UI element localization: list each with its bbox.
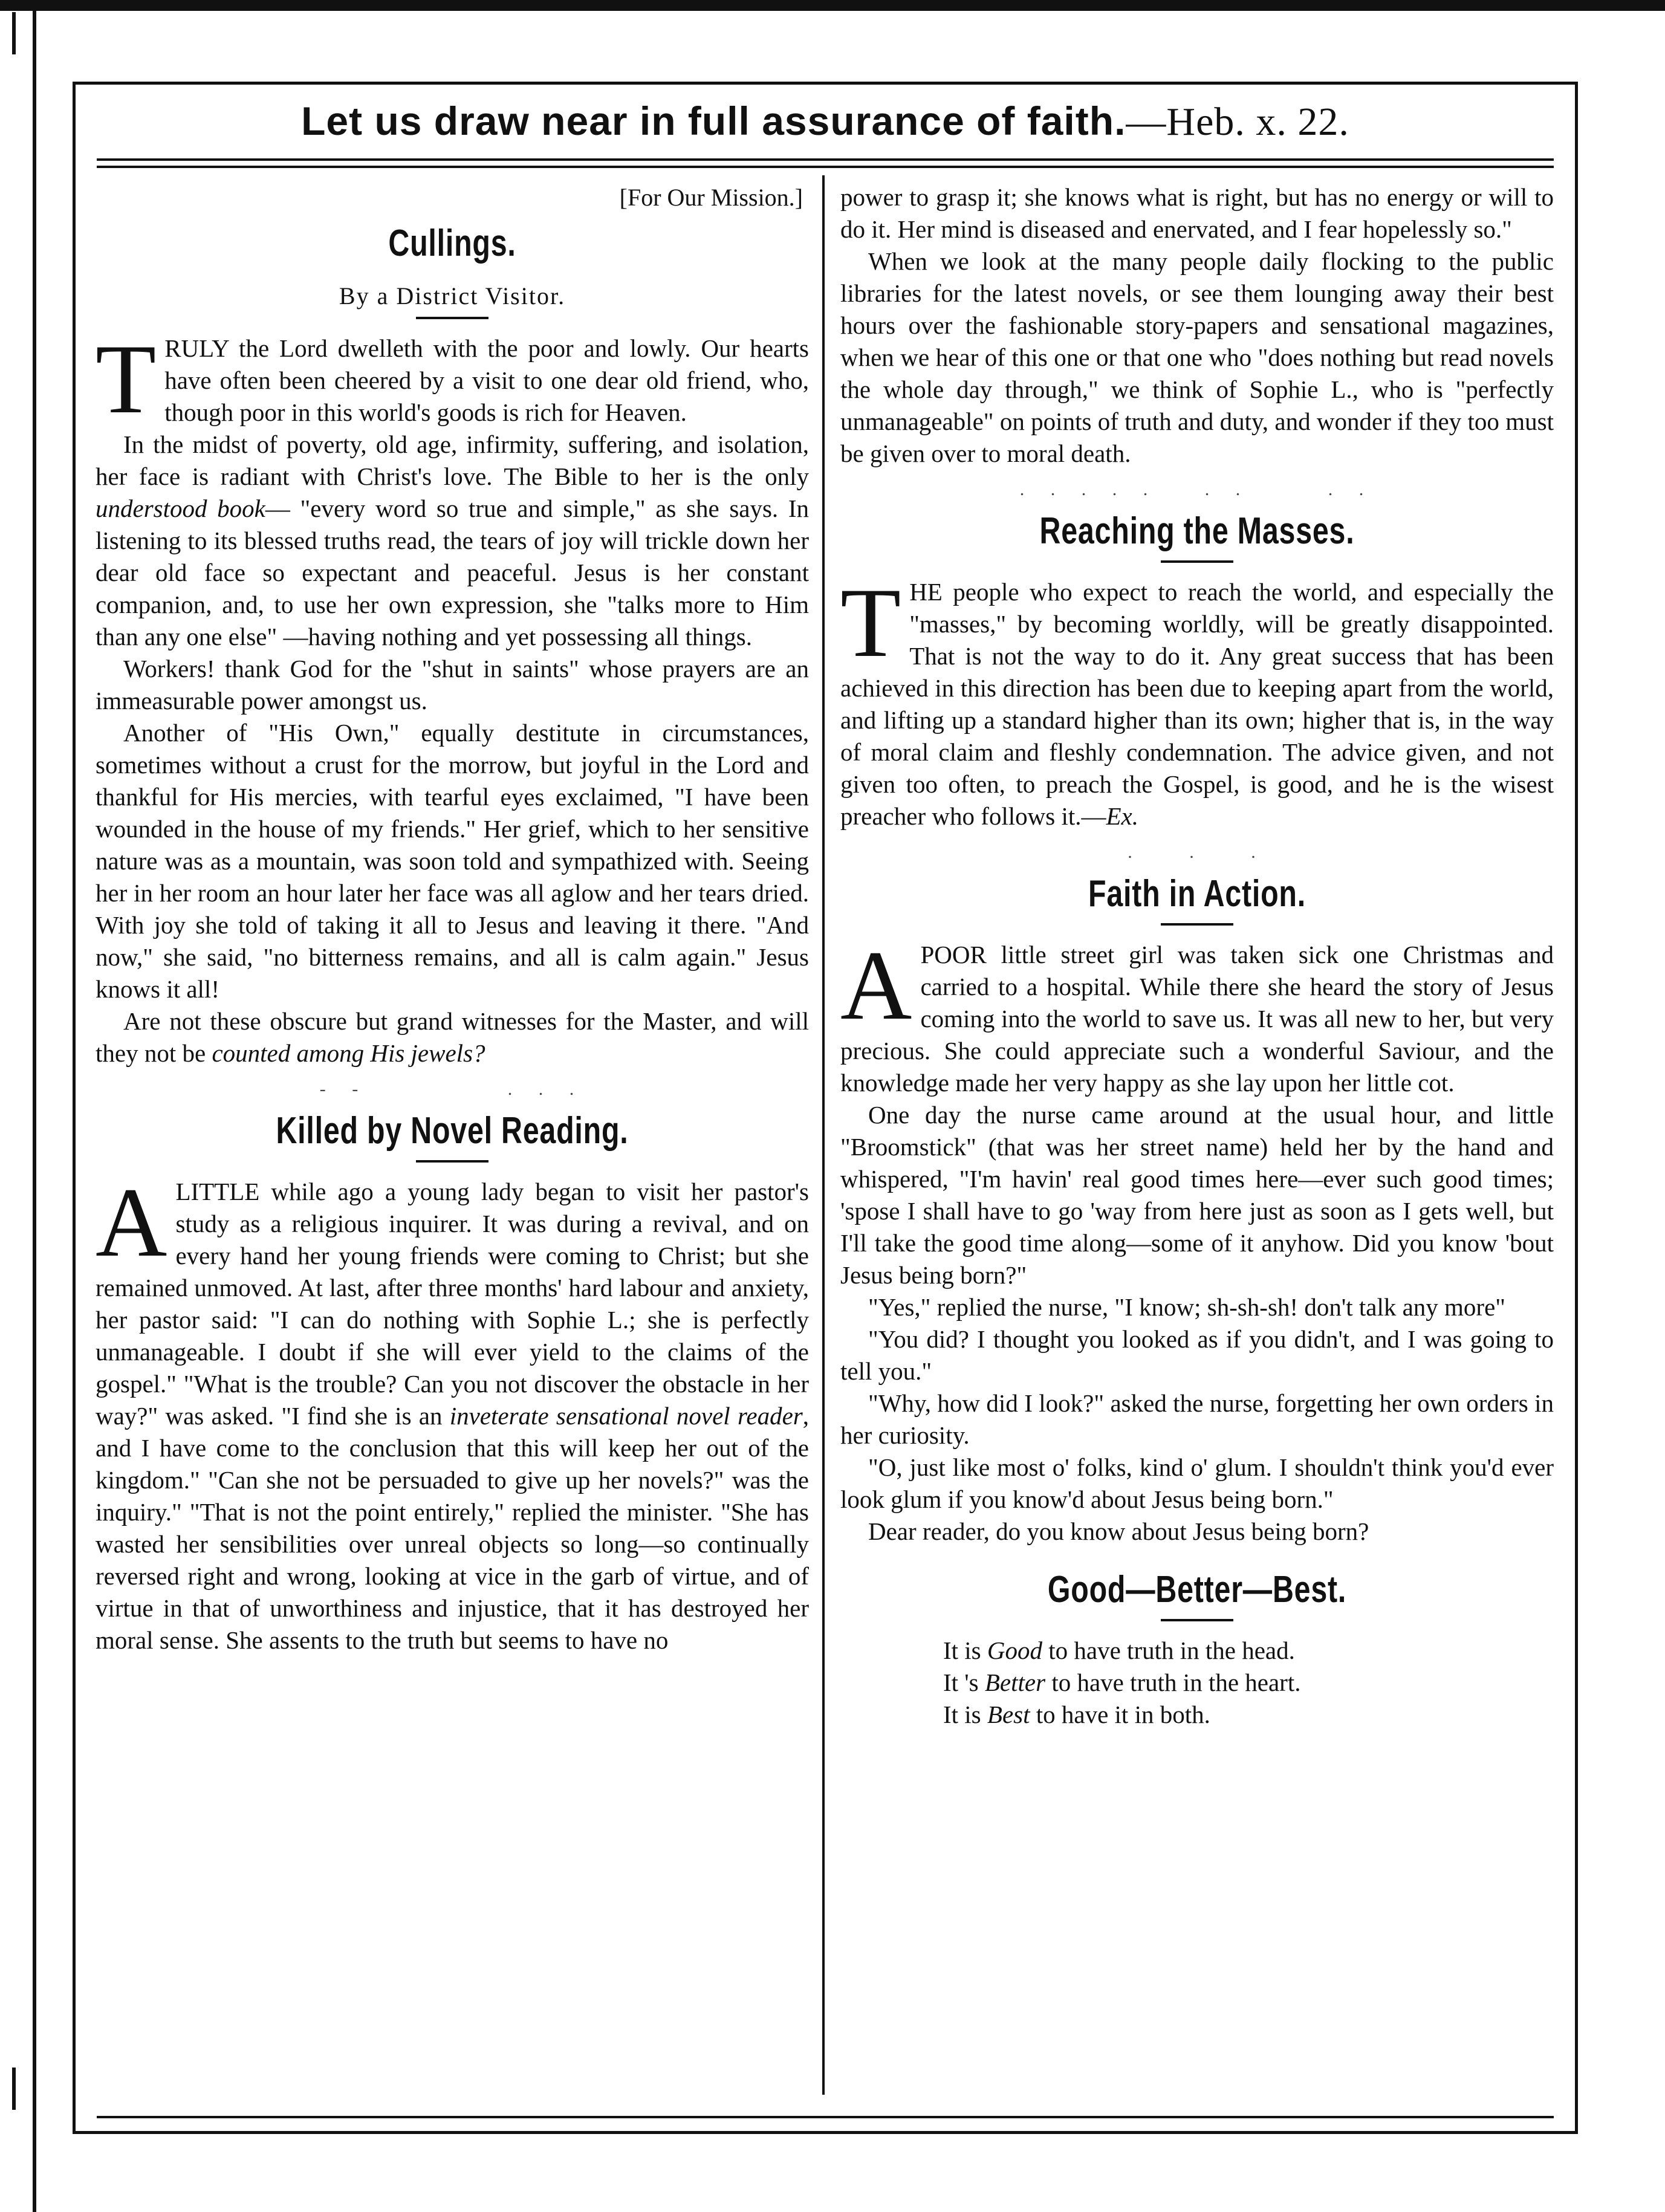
paragraph: Workers! thank God for the "shut in saints" whose prayers are an immeasurable power amongst us.	[96, 655, 809, 715]
paragraph-text: HE people who expect to reach the world, and especially the "masses," by becoming worldly, will be greatly disappointed. That is not the way to do it. Any great success that has been achieved in this direction has been due to keeping apart from the world, and lifting up a standard higher than its own; higher that is, in the way of moral claim and fleshly condemnation. The advice given, and not given too often, to preach the Gospel, is good, and he is the wisest preacher who follows it.—	[840, 578, 1554, 830]
title-rule	[416, 317, 488, 319]
section-separator: - - . . .	[319, 1079, 585, 1099]
section-separator: . . . . . . . . .	[1019, 479, 1375, 499]
binding-spine	[0, 0, 36, 2212]
paragraph-text: , and I have come to the conclusion that this will keep her out of the kingdom." "Can she not be persuaded to give up her novels?" was the inquiry." "That is not the point entirely," replied the minister. "She has wasted her sensibilities over unreal objects so long—so continually reversed right and wrong, looking at vice in the garb of virtue, and of virtue in that of unworthiness and injustice, that it has destroyed her moral sense. She assents to the truth but seems to have no	[96, 1402, 809, 1654]
drop-cap: A	[96, 1168, 167, 1277]
quote-line	[943, 1667, 1554, 1699]
footer-rule	[97, 2116, 1554, 2118]
article-title-killed: Killed by Novel Reading.	[276, 1110, 629, 1152]
quote-text: It 's	[943, 1669, 985, 1696]
italic-text: inveterate sensational novel reader	[449, 1402, 803, 1430]
top-edge-bar	[0, 0, 1665, 11]
paragraph: When we look at the many people daily flocking to the public libraries for the latest novels, or see them lounging away their best hours over the fashionable story-papers and sensational magazines, when we hear of this one or that one who "does nothing but read novels the whole day through," we think of Sophie L., who is "perfectly unmanageable" on points of truth and duty, and wonder if they too must be given over to moral death.	[840, 247, 1554, 467]
paragraph	[96, 325, 809, 434]
drop-cap: A	[840, 931, 912, 1040]
paragraph	[96, 1168, 809, 1656]
title-rule	[1161, 560, 1233, 563]
spine-mark	[12, 2068, 24, 2110]
drop-cap: T	[840, 568, 901, 678]
right-column	[840, 181, 1554, 1731]
article-title-faith: Faith in Action.	[1088, 873, 1306, 915]
paragraph-text: — "every word so true and simple," as she says. In listening to its blessed truths read, the tears of joy will trickle down her dear old face so expectant and peaceful. Jesus is her constant companion, and, to use her own expression, she "talks more to Him than any one else" —having nothing and yet possessing all things.	[96, 495, 809, 650]
article-title-reaching: Reaching the Masses.	[1039, 510, 1355, 552]
paragraph-text: POOR little street girl was taken sick one Christmas and carried to a hospital. While there she heard the story of Jesus coming into the world to save us. It was all new to her, but very precious. She could appreciate such a wonderful Saviour, and the knowledge made her very happy as she lay upon her little cot.	[840, 941, 1554, 1097]
paragraph: "Yes," replied the nurse, "I know; sh-sh-sh! don't talk any more"	[868, 1293, 1506, 1321]
italic-text: Best	[987, 1701, 1030, 1728]
drop-cap: T	[96, 325, 157, 434]
paragraph: "O, just like most o' folks, kind o' glum. I shouldn't think you'd ever look glum if you know'd about Jesus being born."	[840, 1453, 1554, 1513]
quote-text: to have truth in the heart.	[1045, 1669, 1301, 1696]
header-text: Let us draw near in full assurance of faith.	[301, 99, 1126, 143]
paragraph: "You did? I thought you looked as if you didn't, and I was going to tell you."	[840, 1325, 1554, 1385]
article-title-good: Good—Better—Best.	[1047, 1569, 1347, 1610]
paragraph	[96, 429, 809, 653]
title-rule	[416, 1160, 488, 1163]
header-reference: —Heb. x. 22.	[1126, 100, 1349, 144]
paragraph-text: In the midst of poverty, old age, infirmity, suffering, and isolation, her face is radiant with Christ's love. The Bible to her is the only	[96, 430, 809, 490]
italic-text: Ex.	[1106, 802, 1138, 830]
italic-text: understood book	[96, 495, 265, 522]
section-separator: . . .	[1128, 842, 1267, 862]
paragraph: Another of "His Own," equally destitute in circumstances, sometimes without a crust for the morrow, but joyful in the Lord and thankful for His mercies, with tearful eyes exclaimed, "I have been wounded in the house of my friends." Her grief, which to her sensitive nature was as a mountain, was soon told and sympathized with. Seeing her in her room an hour later her face was all aglow and her tears dried. With joy she told of taking it all to Jesus and leaving it there. "And now," she said, "no bitterness remains, and all is calm again." Jesus knows it all!	[96, 719, 809, 1003]
article-title-cullings: Cullings.	[388, 222, 516, 264]
paragraph: One day the nurse came around at the usual hour, and little "Broomstick" (that was her street name) held her by the hand and whispered, "I'm havin' real good times here—ever such good times; 'spose I shall have to go 'way from here just as soon as I gets well, but I'll take the good time along—some of it anyhow. Did you know 'bout Jesus being born?"	[840, 1101, 1554, 1289]
quote-line	[943, 1699, 1554, 1731]
quote-text: It is	[943, 1636, 987, 1664]
quote-text: to have it in both.	[1030, 1701, 1210, 1728]
paragraph-text: RULY the Lord dwelleth with the poor and lowly. Our hearts have often been cheered by a visit to one dear old friend, who, though poor in this world's goods is rich for Heaven.	[164, 334, 809, 426]
italic-text: Better	[984, 1669, 1046, 1696]
spine-mark	[12, 12, 24, 54]
article-byline: By a District Visitor.	[339, 282, 566, 310]
paragraph-text: LITTLE while ago a young lady began to visit her pastor's study as a religious inquirer. It was during a revival, and on every hand her young friends were coming to Christ; but she remained unmoved. At last, after three months' hard labour and anxiety, her pastor said: "I can do nothing with Sophie L.; she is perfectly unmanageable. I doubt if she will ever yield to the claims of the gospel." "What is the trouble? Can you not discover the obstacle in her way?" was asked. "I find she is an	[96, 1178, 809, 1430]
paragraph	[840, 931, 1554, 1099]
paragraph: power to grasp it; she knows what is right, but has no energy or will to do it. Her mind is diseased and enervated, and I fear hopelessly so."	[840, 183, 1554, 243]
column-divider	[822, 175, 825, 2095]
paragraph	[840, 568, 1554, 832]
title-rule	[1161, 1619, 1233, 1621]
italic-text: counted among His jewels?	[212, 1039, 485, 1067]
page-header	[73, 85, 1578, 157]
quote-text: It is	[943, 1701, 987, 1728]
mission-caption: [For Our Mission.]	[619, 184, 803, 211]
left-column	[96, 181, 809, 1656]
quote-line	[943, 1635, 1554, 1667]
paragraph: "Why, how did I look?" asked the nurse, forgetting her own orders in her curiosity.	[840, 1389, 1554, 1449]
paragraph: Dear reader, do you know about Jesus being born?	[868, 1517, 1369, 1545]
paragraph	[96, 1005, 809, 1069]
quote-text: to have truth in the head.	[1042, 1636, 1295, 1664]
header-rule-double	[97, 166, 1554, 168]
header-rule	[97, 158, 1554, 161]
italic-text: Good	[987, 1636, 1043, 1664]
title-rule	[1161, 923, 1233, 926]
paragraph-text: Are not these obscure but grand witnesses for the Master, and will they not be	[96, 1007, 809, 1067]
